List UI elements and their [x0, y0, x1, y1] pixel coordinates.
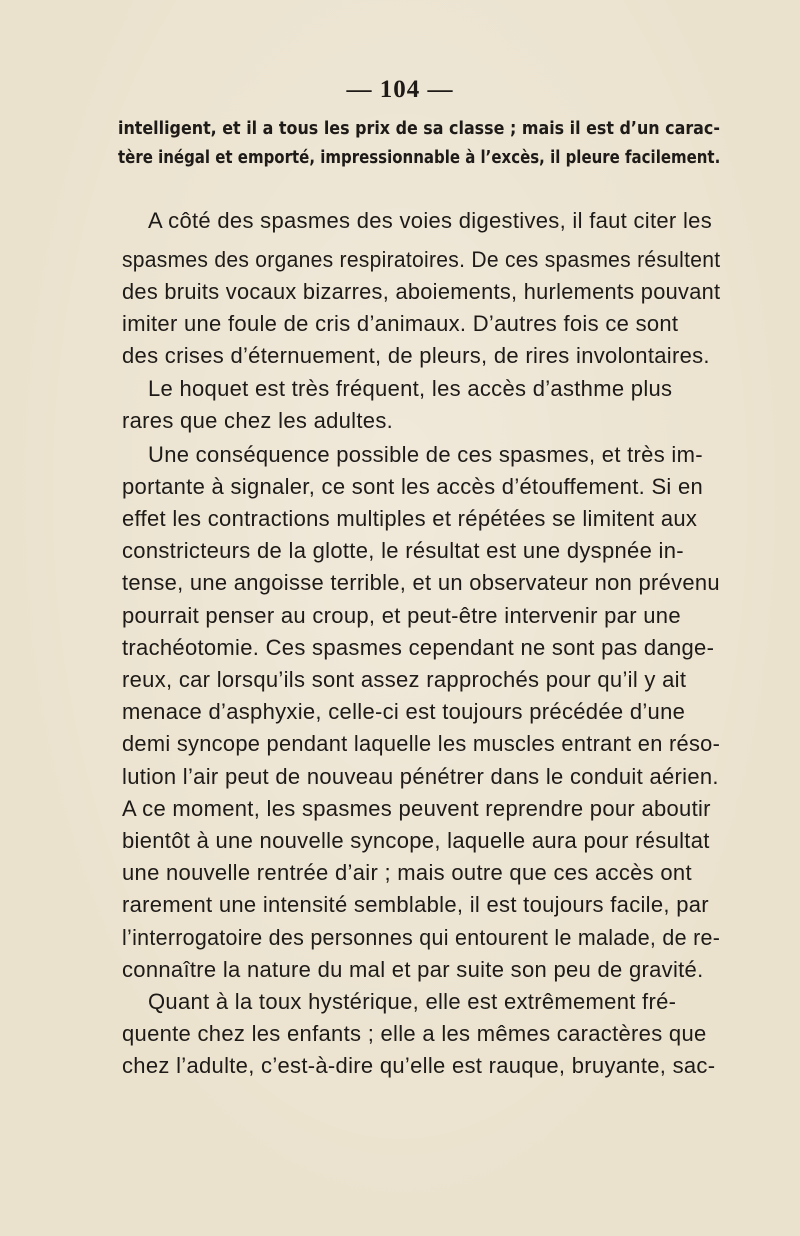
text-line-17: demi syncope pendant laquelle les muscles entrant en réso- — [122, 731, 721, 756]
text-line-18: lution l’air peut de nouveau pénétrer dans le conduit aérien. — [122, 764, 719, 789]
text-line-6: Le hoquet est très fréquent, les accès d’asthme plus — [148, 376, 673, 401]
text-line-21: une nouvelle rentrée d’air ; mais outre que ces accès ont — [122, 860, 692, 885]
text-line-7: rares que chez les adultes. — [122, 408, 394, 433]
text-line-2: spasmes des organes respiratoires. De ces spasmes résultent — [122, 247, 721, 272]
page-number: — 104 — — [346, 76, 454, 103]
text-line-27: chez l’adulte, c’est-à-dire qu’elle est rauque, bruyante, sac- — [122, 1053, 716, 1078]
text-line-22: rarement une intensité semblable, il est toujours facile, par — [122, 892, 709, 917]
text-line-5: des crises d’éternuement, de pleurs, de rires involontaires. — [122, 343, 710, 368]
text-line-3: des bruits vocaux bizarres, aboiements, hurlements pouvant — [122, 279, 721, 304]
text-line-4: imiter une foule de cris d’animaux. D’autres fois ce sont — [122, 311, 679, 336]
text-line-23: l’interrogatoire des personnes qui entourent le malade, de re- — [122, 925, 721, 950]
text-line-25: Quant à la toux hystérique, elle est extrêmement fré- — [148, 989, 677, 1014]
text-line-1: A côté des spasmes des voies digestives, il faut citer les — [148, 208, 712, 233]
text-line-9: portante à signaler, ce sont les accès d’étouffement. Si en — [122, 474, 704, 499]
text-line-8: Une conséquence possible de ces spasmes, et très im- — [148, 442, 703, 467]
text-line-20: bientôt à une nouvelle syncope, laquelle aura pour résultat — [122, 828, 710, 853]
text-line-13: pourrait penser au croup, et peut-être intervenir par une — [122, 603, 681, 628]
text-line-19: A ce moment, les spasmes peuvent reprendre pour aboutir — [122, 796, 711, 821]
lead-line-1: intelligent, et il a tous les prix de sa classe ; mais il est d’un carac- — [118, 119, 720, 139]
text-line-26: quente chez les enfants ; elle a les mêmes caractères que — [122, 1021, 707, 1046]
text-line-11: constricteurs de la glotte, le résultat est une dyspnée in- — [122, 538, 684, 563]
lead-line-2: tère inégal et emporté, impressionnable à l’excès, il pleure facilement. — [118, 148, 721, 168]
text-line-12: tense, une angoisse terrible, et un observateur non prévenu — [122, 570, 720, 595]
text-line-14: trachéotomie. Ces spasmes cependant ne sont pas dange- — [122, 635, 715, 660]
text-line-16: menace d’asphyxie, celle-ci est toujours précédée d’une — [122, 699, 686, 724]
text-line-24: connaître la nature du mal et par suite son peu de gravité. — [122, 957, 704, 982]
text-line-15: reux, car lorsqu’ils sont assez rapprochés pour qu’il y ait — [122, 667, 687, 692]
text-line-10: effet les contractions multiples et répétées se limitent aux — [122, 506, 698, 531]
